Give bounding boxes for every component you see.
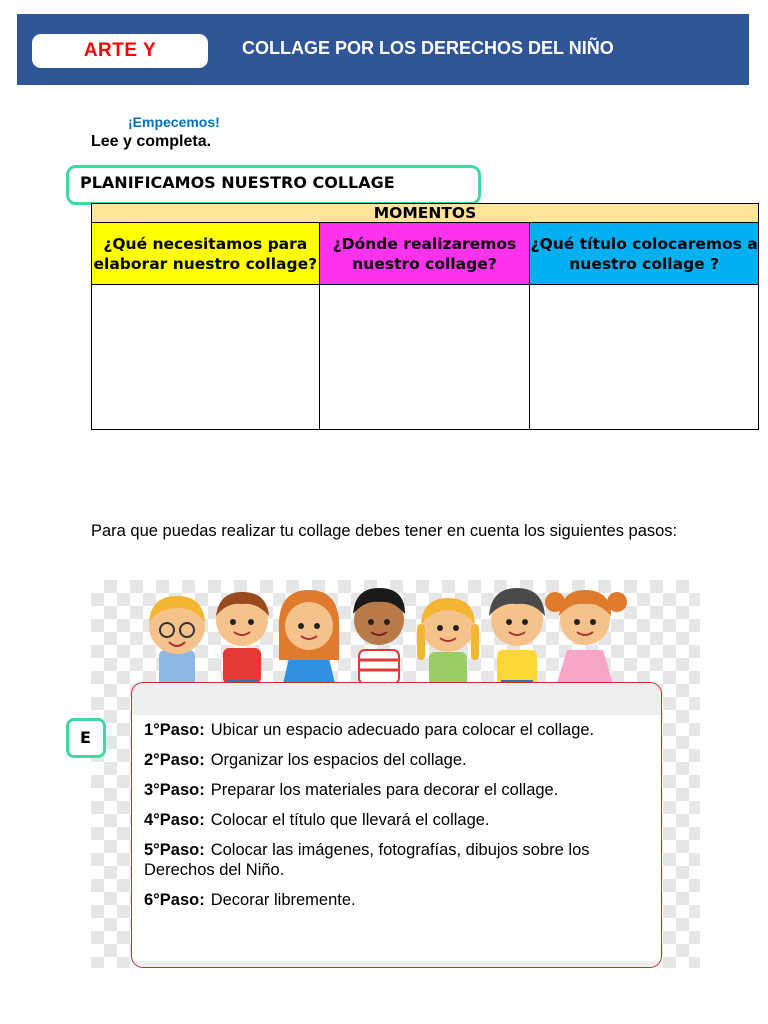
step-text: Decorar libremente. <box>210 891 356 909</box>
answer-cell-title[interactable] <box>530 285 759 430</box>
section-title-partial: E <box>66 718 106 758</box>
child-blue-dress-illustration <box>279 590 339 692</box>
step-3 <box>144 780 654 800</box>
step-5 <box>144 840 654 880</box>
child-pink-dress-illustration <box>545 590 627 690</box>
header-banner <box>17 14 749 85</box>
page-title: COLLAGE POR LOS DERECHOS DEL NIÑO <box>242 38 614 58</box>
step-label: 2°Paso: <box>144 751 205 769</box>
step-2 <box>144 750 654 770</box>
step-label: 4°Paso: <box>144 811 205 829</box>
table-header-momentos: MOMENTOS <box>92 204 759 223</box>
answer-cell-location[interactable] <box>319 285 530 430</box>
board-top-strip <box>132 683 661 715</box>
question-location: ¿Dónde realizaremos nuestro collage? <box>319 223 530 285</box>
step-text: Colocar el título que llevará el collage. <box>210 811 490 829</box>
step-label: 1°Paso: <box>144 721 205 739</box>
step-4 <box>144 810 654 830</box>
subject-pill: ARTE Y <box>32 34 208 68</box>
step-text: Colocar las imágenes, fotografías, dibujos sobre los Derechos del Niño. <box>144 841 590 879</box>
steps-intro-paragraph: Para que puedas realizar tu collage debes tener en cuenta los siguientes pasos: <box>91 522 678 540</box>
answer-cell-materials[interactable] <box>92 285 320 430</box>
child-glasses-illustration <box>149 596 205 690</box>
instruction-text: Lee y completa. <box>91 133 212 150</box>
empecemos-label: ¡Empecemos! <box>128 114 220 130</box>
section-title-planificamos: PLANIFICAMOS NUESTRO COLLAGE <box>66 165 481 205</box>
planning-table <box>91 203 759 430</box>
question-title: ¿Qué título colocaremos a nuestro collage ? <box>530 223 759 285</box>
step-1 <box>144 720 654 740</box>
steps-board <box>131 682 662 968</box>
child-striped-shirt-illustration <box>353 588 405 684</box>
step-text: Organizar los espacios del collage. <box>210 751 467 769</box>
step-label: 6°Paso: <box>144 891 205 909</box>
step-text: Ubicar un espacio adecuado para colocar el collage. <box>210 721 595 739</box>
steps-list <box>144 720 654 920</box>
step-6 <box>144 890 654 910</box>
step-label: 5°Paso: <box>144 841 205 859</box>
step-text: Preparar los materiales para decorar el collage. <box>210 781 559 799</box>
child-braids-illustration <box>417 598 479 686</box>
question-materials: ¿Qué necesitamos para elaborar nuestro collage? <box>92 223 320 285</box>
board-bottom-strip <box>132 961 661 967</box>
step-label: 3°Paso: <box>144 781 205 799</box>
